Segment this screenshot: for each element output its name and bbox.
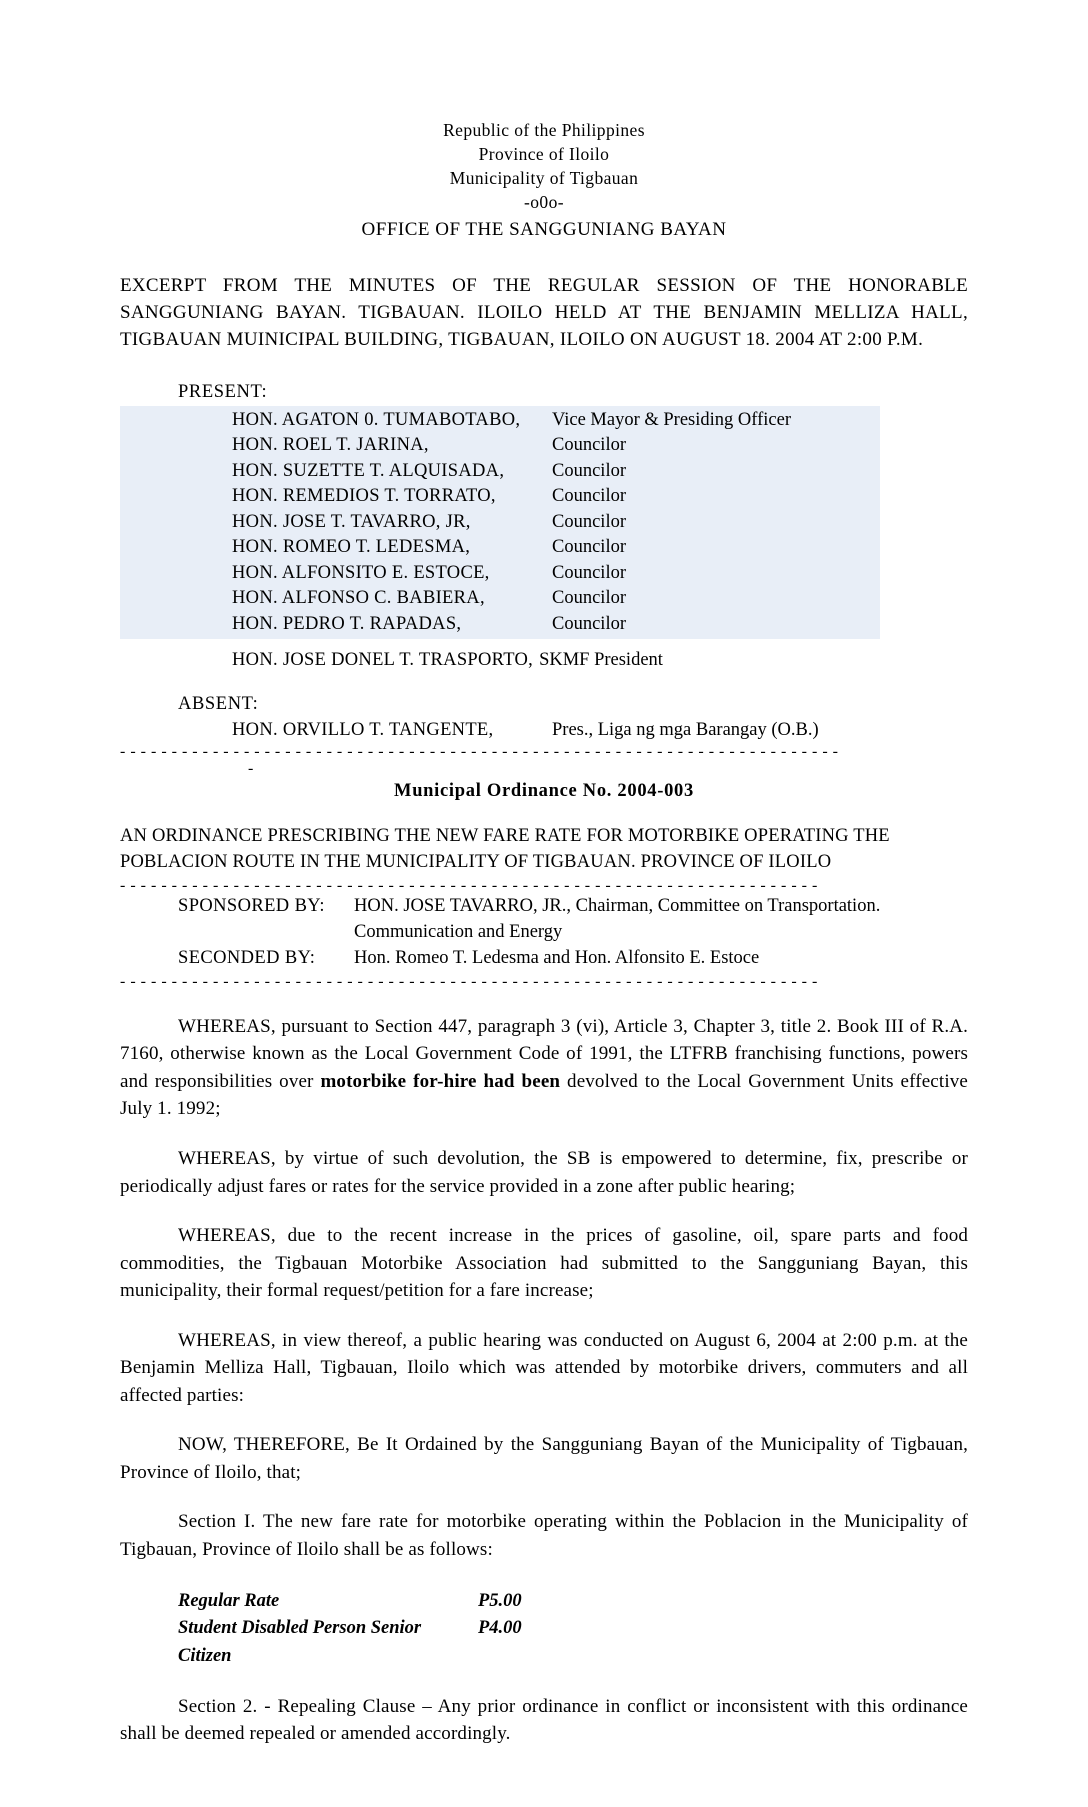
- roster-row: [232, 510, 880, 536]
- member-name: HON. PEDRO T. RAPADAS,: [232, 613, 462, 634]
- sponsored-by-value: HON. JOSE TAVARRO, JR., Chairman, Committee on Transportation.: [354, 896, 881, 917]
- fare-rate-row: [178, 1615, 968, 1671]
- member-role: Councilor: [552, 537, 626, 558]
- member-name: HON. ORVILLO T. TANGENTE,: [232, 719, 494, 740]
- header-office-title: OFFICE OF THE SANGGUNIANG BAYAN: [361, 218, 727, 240]
- attendance-section: [120, 380, 968, 742]
- roster-row: [232, 561, 880, 587]
- roster-row: [232, 459, 880, 485]
- divider-dashes-bottom: - - - - - - - - - - - - - - - - - - - - - - - - - - - - - - - - - - - - - - - - - - - - - - - - - - - - - - - - - - - - - - - - - - - -: [120, 974, 818, 991]
- whereas-paragraph-1: [120, 1013, 968, 1123]
- roster-row: [232, 535, 880, 561]
- roster-row: [232, 612, 880, 638]
- sponsored-by-value-continued: Communication and Energy: [354, 922, 563, 943]
- roster-row: [232, 433, 880, 459]
- roster-row: [232, 586, 880, 612]
- member-role: Pres., Liga ng mga Barangay (O.B.): [552, 719, 819, 740]
- present-label: PRESENT:: [178, 381, 268, 402]
- fare-rate-value: P5.00: [478, 1590, 522, 1611]
- header-ornament: -o0o-: [524, 192, 564, 213]
- divider-dash-single: -: [248, 759, 254, 777]
- header-line-municipality: Municipality of Tigbauan: [449, 168, 639, 189]
- member-name: HON. ROEL T. JARINA,: [232, 435, 429, 456]
- member-name: HON. ALFONSITO E. ESTOCE,: [232, 562, 490, 583]
- header-line-republic: Republic of the Philippines: [443, 120, 645, 140]
- document-header: [120, 118, 968, 243]
- member-role: Councilor: [552, 562, 626, 583]
- section-1-paragraph: Section I. The new fare rate for motorbike operating within the Poblacion in the Municipality of Tigbauan, Province of Iloilo shall be as follows:: [120, 1511, 968, 1561]
- member-role: Councilor: [552, 435, 626, 456]
- member-role: Councilor: [552, 588, 626, 609]
- seconded-by-value: Hon. Romeo T. Ledesma and Hon. Alfonsito E. Estoce: [354, 948, 760, 969]
- absent-row: [232, 718, 968, 742]
- member-name: HON. SUZETTE T. ALQUISADA,: [232, 460, 505, 481]
- member-name: HON. ALFONSO C. BABIERA,: [232, 588, 485, 609]
- excerpt-paragraph: EXCERPT FROM THE MINUTES OF THE REGULAR SESSION OF THE HONORABLE SANGGUNIANG BAYAN. TIGBAUAN. ILOILO HELD AT THE BENJAMIN MELLIZA HALL, TIGBAUAN MUINICIPAL BUILDING, TIGBAUAN, ILOILO ON AUGUST 18. 2004 AT 2:00 P.M.: [120, 274, 968, 350]
- sponsorship-block: [120, 894, 968, 972]
- divider-dashes-top: - - - - - - - - - - - - - - - - - - - - - - - - - - - - - - - - - - - - - - - - - - - - - - - - - - - - - - - - - - - - - - - - - - - - - -: [120, 743, 839, 760]
- now-therefore-paragraph: NOW, THEREFORE, Be It Ordained by the Sangguniang Bayan of the Municipality of Tigbauan, Province of Iloilo, that;: [120, 1434, 968, 1483]
- whereas-paragraph-3: WHEREAS, due to the recent increase in the prices of gasoline, oil, spare parts and food commodities, the Tigbauan Motorbike Association had submitted to the Sangguniang Bayan, this municipality, their formal request/petition for a fare increase;: [120, 1225, 968, 1302]
- member-role: Councilor: [552, 460, 626, 481]
- member-name: HON. ROMEO T. LEDESMA,: [232, 537, 471, 558]
- ordinance-title: Municipal Ordinance No. 2004-003: [394, 780, 694, 801]
- divider-dashes-mid: - - - - - - - - - - - - - - - - - - - - - - - - - - - - - - - - - - - - - - - - - - - - - - - - - - - - - - - - - - - - - - - - - - - -: [120, 877, 818, 894]
- roster-row-extra: [232, 648, 968, 674]
- fare-rate-list: [178, 1588, 968, 1671]
- whereas-paragraph-2: WHEREAS, by virtue of such devolution, the SB is empowered to determine, fix, prescribe or periodically adjust fares or rates for the service provided in a zone after public hearing;: [120, 1148, 968, 1197]
- sponsored-by-row: [178, 894, 968, 920]
- fare-rate-row: [178, 1588, 968, 1616]
- member-name: HON. JOSE T. TAVARRO, JR,: [232, 511, 471, 532]
- member-role: Councilor: [552, 613, 626, 634]
- fare-rate-label: Student Disabled Person Senior Citizen: [178, 1618, 422, 1667]
- sponsored-by-label: SPONSORED BY:: [178, 896, 325, 917]
- member-name: HON. REMEDIOS T. TORRATO,: [232, 486, 496, 507]
- whereas-1-text-a: WHEREAS, pursuant to Section 447, paragraph 3 (vi), Article 3, Chapter 3, title 2. Book III of R.A. 7160, otherwise known as the Local Government Code of 1991, the LTFRB franchising functions, powers and responsibilities over: [120, 1015, 968, 1092]
- absent-label: ABSENT:: [178, 693, 259, 714]
- member-role: SKMF President: [539, 650, 663, 671]
- member-name: HON. JOSE DONEL T. TRASPORTO,: [232, 650, 534, 671]
- member-role: Councilor: [552, 486, 626, 507]
- fare-rate-value: P4.00: [478, 1618, 522, 1639]
- section-2-paragraph: Section 2. - Repealing Clause – Any prior ordinance in conflict or inconsistent with this ordinance shall be deemed repealed or amended accordingly.: [120, 1695, 968, 1745]
- whereas-paragraph-4: WHEREAS, in view thereof, a public hearing was conducted on August 6, 2004 at 2:00 p.m. at the Benjamin Melliza Hall, Tigbauan, Iloilo which was attended by motorbike drivers, commuters and all affected parties:: [120, 1329, 968, 1406]
- whereas-1-text-b: devolved to the Local Government Units effective July 1. 1992;: [120, 1070, 968, 1120]
- roster-row: [232, 408, 880, 434]
- roster-row: [232, 484, 880, 510]
- absent-section: [120, 692, 968, 742]
- ordinance-description: AN ORDINANCE PRESCRIBING THE NEW FARE RATE FOR MOTORBIKE OPERATING THE POBLACION ROUTE IN THE MUNICIPALITY OF TIGBAUAN. PROVINCE OF ILOILO: [120, 825, 890, 872]
- member-role: Councilor: [552, 511, 626, 532]
- member-name: HON. AGATON 0. TUMABOTABO,: [232, 409, 521, 430]
- whereas-1-bold: motorbike for-hire had been: [320, 1070, 561, 1092]
- seconded-by-row: [178, 946, 968, 972]
- seconded-by-label: SECONDED BY:: [178, 948, 316, 969]
- member-role: Vice Mayor & Presiding Officer: [552, 409, 791, 430]
- present-roster: [120, 406, 880, 640]
- header-line-province: Province of Iloilo: [478, 144, 610, 165]
- fare-rate-label: Regular Rate: [178, 1590, 280, 1611]
